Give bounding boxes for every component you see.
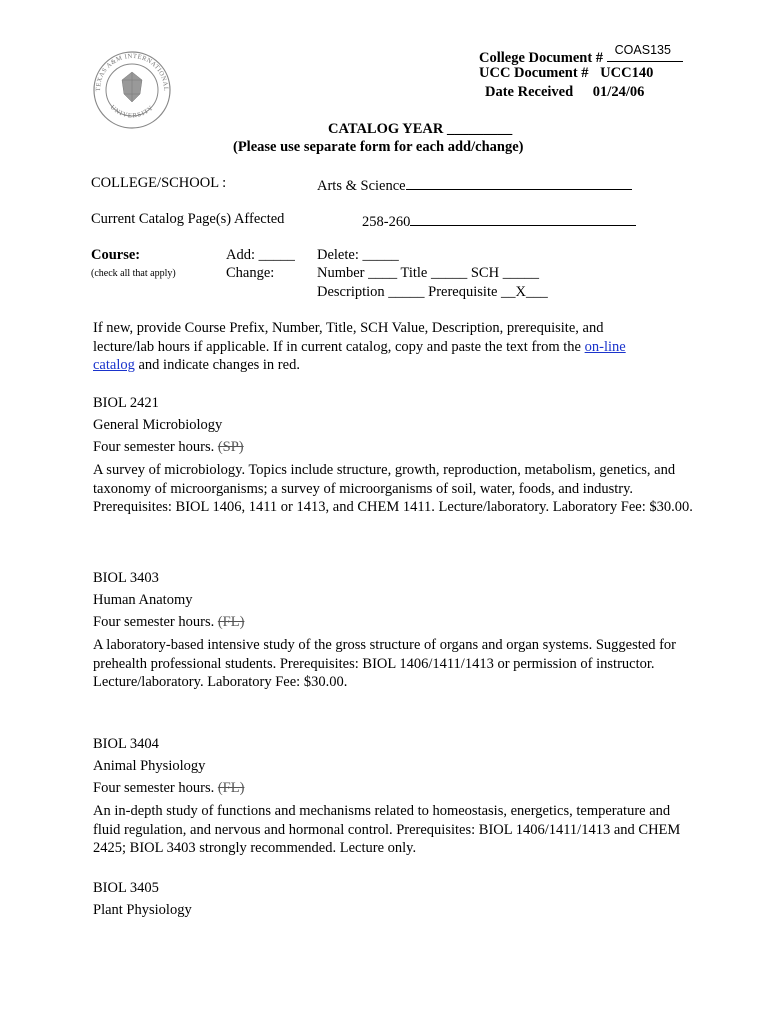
course-hours-text: Four semester hours. <box>93 439 215 455</box>
course-hint: (check all that apply) <box>91 268 176 279</box>
course-hours <box>93 439 244 456</box>
course-hours <box>93 780 244 797</box>
delete-checkbox-field[interactable]: Delete: _____ <box>317 247 399 263</box>
ucc-document-value: UCC140 <box>600 65 654 81</box>
course-label: Course: <box>91 247 141 263</box>
college-document-value: COAS135 <box>614 43 671 57</box>
svg-text:TEXAS A&M INTERNATIONAL: TEXAS A&M INTERNATIONAL <box>94 52 170 92</box>
description-prerequisite-fields[interactable]: Description _____ Prerequisite __X___ <box>317 284 548 300</box>
svg-text:UNIVERSITY: UNIVERSITY <box>108 104 156 120</box>
course-code: BIOL 3404 <box>93 736 159 752</box>
course-hours-text: Four semester hours. <box>93 780 215 796</box>
online-catalog-link[interactable]: on-line catalog <box>93 338 626 373</box>
catalog-pages-field[interactable] <box>362 211 636 231</box>
struck-semester-code: (FL) <box>217 614 245 630</box>
college-document-line <box>479 43 683 67</box>
university-seal-logo <box>92 50 172 130</box>
catalog-pages-label: Current Catalog Page(s) Affected <box>91 211 285 227</box>
catalog-pages-value: 258-260 <box>362 214 411 230</box>
college-school-field[interactable] <box>317 175 632 195</box>
college-school-underline <box>406 175 632 190</box>
ucc-document-line <box>479 65 653 82</box>
struck-semester-code: (SP) <box>217 439 244 455</box>
instructions-text-after: and indicate changes in red. <box>134 357 300 373</box>
ucc-document-label: UCC Document # <box>479 65 589 81</box>
course-code: BIOL 3403 <box>93 570 159 586</box>
date-received-line <box>485 84 644 101</box>
course-hours <box>93 614 244 631</box>
college-school-label: COLLEGE/SCHOOL : <box>91 175 227 191</box>
course-name: General Microbiology <box>93 417 223 433</box>
course-description: A survey of microbiology. Topics include structure, growth, reproduction, metabolism, genetics, and taxonomy of microorganisms; a survey of microorganisms of soil, water, foods, and industry. Prerequisites: BIOL 1406, 1411 or 1413, and CHEM 1411. Lecture/laboratory. Laboratory Fee: $30.00. <box>93 462 693 515</box>
college-document-field[interactable] <box>607 43 683 62</box>
struck-semester-code: (FL) <box>217 780 245 796</box>
date-received-label: Date Received <box>485 84 574 100</box>
add-checkbox-field[interactable]: Add: _____ <box>226 247 295 263</box>
course-code: BIOL 3405 <box>93 880 159 896</box>
course-name: Human Anatomy <box>93 592 193 608</box>
catalog-pages-underline <box>410 211 636 226</box>
course-name: Animal Physiology <box>93 758 206 774</box>
course-hours-text: Four semester hours. <box>93 614 215 630</box>
change-label: Change: <box>226 265 275 281</box>
college-document-label: College Document # <box>479 50 604 66</box>
form-instruction-heading: (Please use separate form for each add/change) <box>233 139 524 155</box>
number-title-sch-fields[interactable]: Number ____ Title _____ SCH _____ <box>317 265 539 281</box>
course-code: BIOL 2421 <box>93 395 159 411</box>
course-description: A laboratory-based intensive study of the gross structure of organs and organ systems. Suggested for prehealth professional students. Prerequisites: BIOL 1406/1411/1413 or permission of instructor. Lecture/laboratory. Laboratory Fee: $30.00. <box>93 637 676 690</box>
instructions-text-before: If new, provide Course Prefix, Number, Title, SCH Value, Description, prerequisite, and lecture/lab hours if applicable. If in current catalog, copy and paste the text from the <box>93 320 604 355</box>
instructions-paragraph <box>93 319 663 375</box>
course-description: An in-depth study of functions and mechanisms related to homeostasis, energetics, temperature and fluid regulation, and nervous and hormonal control. Prerequisites: BIOL 1406/1411/1413 and CHEM 2425; BIOL 3403 strongly recommended. Lecture only. <box>93 803 681 856</box>
catalog-year-heading: CATALOG YEAR _________ <box>328 121 513 137</box>
date-received-value: 01/24/06 <box>592 84 645 100</box>
college-school-value: Arts & Science <box>317 178 406 194</box>
course-name: Plant Physiology <box>93 902 192 918</box>
